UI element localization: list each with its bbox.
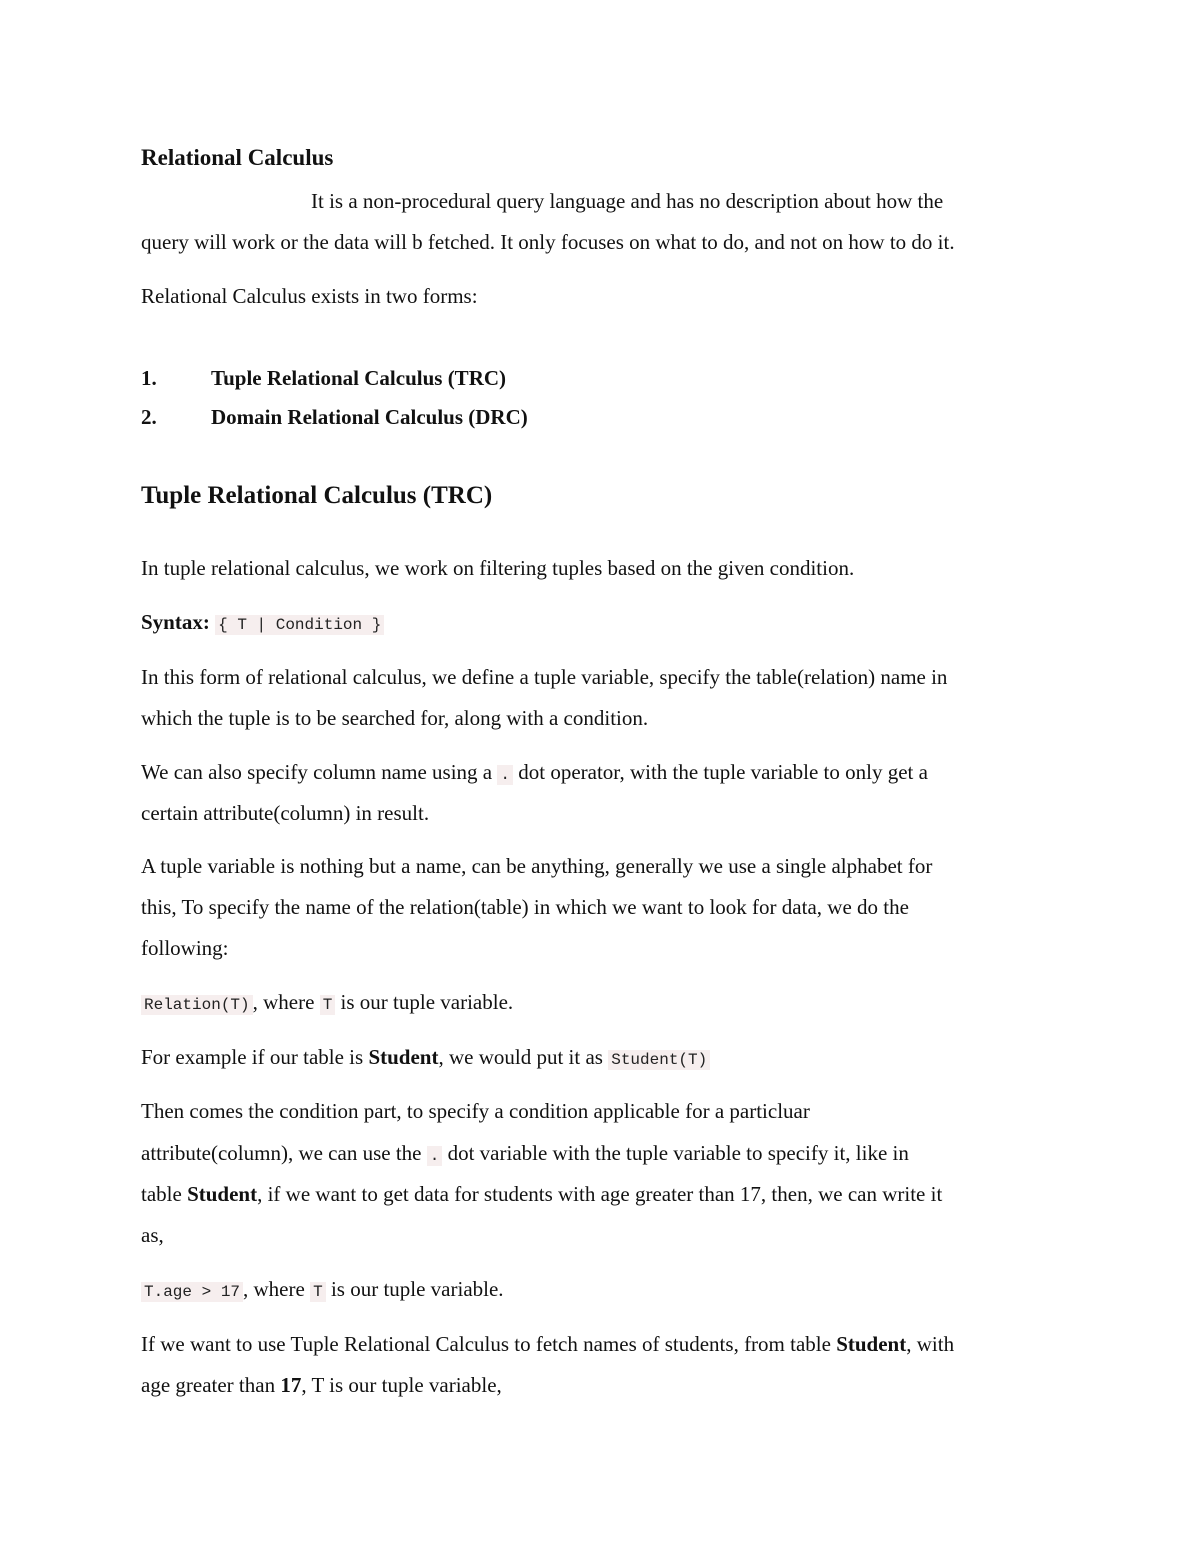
age-condition-line <box>141 1275 504 1306</box>
bold-term: Student <box>187 1182 258 1206</box>
paragraph-column-line-2: certain attribute(column) in result. <box>141 801 430 825</box>
heading-tuple-relational-calculus: Tuple Relational Calculus (TRC) <box>141 482 493 509</box>
paragraph-define-line-1: In this form of relational calculus, we define a tuple variable, specify the table(relation) name in <box>141 665 948 689</box>
forms-intro: Relational Calculus exists in two forms: <box>141 284 478 308</box>
text-segment: , with <box>906 1332 955 1356</box>
text-segment: We can also specify column name using a <box>141 760 493 784</box>
text-segment: attribute(column), we can use the <box>141 1141 422 1165</box>
intro-line-1: It is a non-procedural query language and has no description about how the <box>311 189 944 213</box>
paragraph-filtering: In tuple relational calculus, we work on filtering tuples based on the given condition. <box>141 556 855 580</box>
text-segment: dot variable with the tuple variable to specify it, like in <box>447 1141 909 1165</box>
text-segment: , where <box>243 1277 305 1301</box>
relation-code: Relation(T) <box>141 995 253 1015</box>
intro-line-2: query will work or the data will b fetched. It only focuses on what to do, and not on how to do it. <box>141 230 955 254</box>
paragraph-define-line-2: which the tuple is to be searched for, along with a condition. <box>141 706 649 730</box>
list-item-drc <box>141 403 528 431</box>
paragraph-column-line-1 <box>141 758 928 789</box>
list-label: Tuple Relational Calculus (TRC) <box>211 366 507 390</box>
dot-code: . <box>497 765 513 785</box>
text-segment: is our tuple variable. <box>340 990 514 1014</box>
paragraph-condition-line-4: as, <box>141 1223 164 1247</box>
text-segment: For example if our table is <box>141 1045 364 1069</box>
syntax-label: Syntax: <box>141 610 210 634</box>
paragraph-condition-line-3 <box>141 1180 942 1208</box>
list-item-trc <box>141 364 506 392</box>
text-segment: dot operator, with the tuple variable to only get a <box>518 760 928 784</box>
syntax-line <box>141 608 384 639</box>
syntax-code: { T | Condition } <box>215 615 384 635</box>
paragraph-condition-line-1: Then comes the condition part, to specify a condition applicable for a particluar <box>141 1099 810 1123</box>
student-code: Student(T) <box>608 1050 710 1070</box>
paragraph-condition-line-2 <box>141 1139 909 1170</box>
paragraph-fetch-line-2 <box>141 1371 502 1399</box>
age-condition-code: T.age > 17 <box>141 1282 243 1302</box>
paragraph-fetch-line-1 <box>141 1330 954 1358</box>
list-label: Domain Relational Calculus (DRC) <box>211 405 528 429</box>
tuple-var-code: T <box>320 995 336 1015</box>
heading-relational-calculus: Relational Calculus <box>141 145 334 170</box>
text-segment: age greater than <box>141 1373 276 1397</box>
paragraph-tuple-variable-line-3: following: <box>141 936 229 960</box>
list-number: 1. <box>141 366 157 390</box>
relation-example-line <box>141 988 513 1019</box>
dot-code: . <box>427 1146 443 1166</box>
tuple-var-code: T <box>310 1282 326 1302</box>
text-segment: table <box>141 1182 182 1206</box>
text-segment: is our tuple variable. <box>330 1277 504 1301</box>
text-segment: , T is our tuple variable, <box>301 1373 502 1397</box>
bold-term: Student <box>368 1045 439 1069</box>
bold-term: Student <box>836 1332 907 1356</box>
text-segment: , we would put it as <box>438 1045 603 1069</box>
bold-term: 17 <box>280 1373 302 1397</box>
paragraph-tuple-variable-line-1: A tuple variable is nothing but a name, can be anything, generally we use a single alphabet for <box>141 854 933 878</box>
text-segment: , where <box>252 990 315 1014</box>
student-example-line <box>141 1043 710 1074</box>
text-segment: If we want to use Tuple Relational Calculus to fetch names of students, from table <box>141 1332 831 1356</box>
paragraph-tuple-variable-line-2: this, To specify the name of the relation(table) in which we want to look for data, we do the <box>141 895 909 919</box>
list-number: 2. <box>141 405 157 429</box>
text-segment: , if we want to get data for students with age greater than 17, then, we can write it <box>257 1182 943 1206</box>
